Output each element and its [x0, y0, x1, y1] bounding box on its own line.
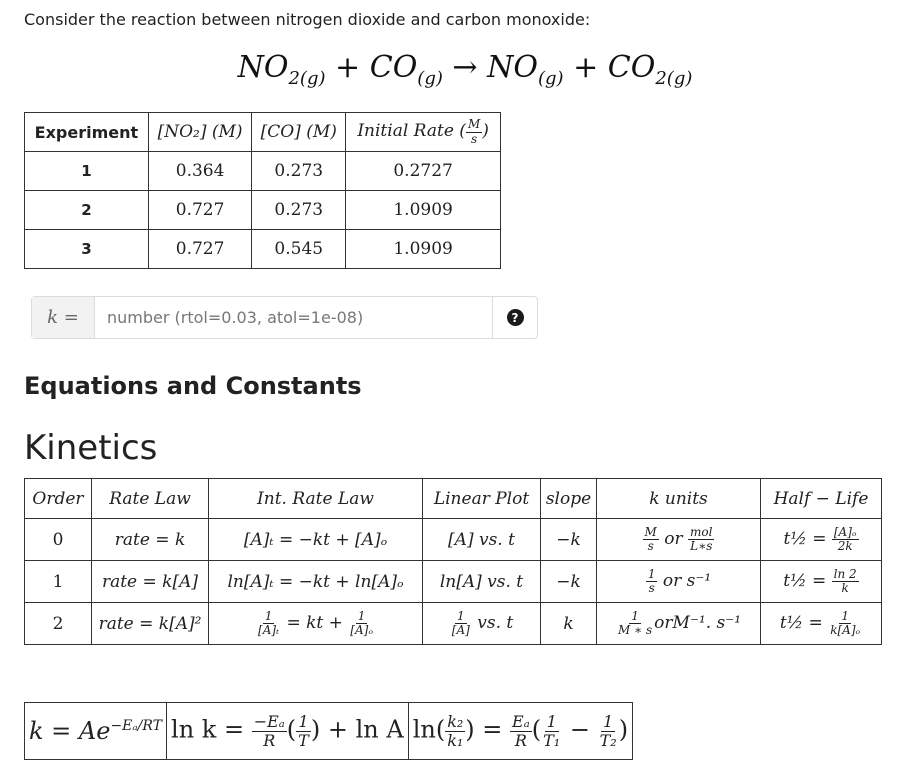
plus-sign: + [573, 50, 599, 85]
cell-co: 0.545 [252, 230, 346, 269]
header-order: Order [25, 479, 92, 519]
intro-text: Consider the reaction between nitrogen dioxide and carbon monoxide: [24, 10, 591, 29]
cell-rate: 0.2727 [346, 152, 501, 191]
cell-co: 0.273 [252, 152, 346, 191]
header-k-units: k units [597, 479, 761, 519]
section-title-kinetics: Kinetics [24, 428, 158, 468]
header-experiment: Experiment [25, 113, 149, 152]
header-rate: Initial Rate ( $\frac{M}{s}$ ) [346, 113, 501, 152]
table-row [25, 230, 501, 269]
table-row [25, 561, 882, 603]
product-no: $NO_{(g)}$ [487, 50, 564, 89]
cell-k-units: $\frac{M}{s}$ or $\frac{\text{mol}}{L∗s}$ [597, 519, 761, 561]
cell-co: 0.273 [252, 191, 346, 230]
header-int-rate-law: Int. Rate Law [209, 479, 423, 519]
table-row [25, 152, 501, 191]
cell-experiment: 1 [25, 152, 149, 191]
reaction-equation [0, 50, 900, 89]
table-row [25, 603, 882, 645]
table-row [25, 519, 882, 561]
product-co2: $CO_{2(g)}$ [607, 50, 693, 89]
cell-linear-plot: [A] vs. t [423, 519, 541, 561]
table-header-row [25, 113, 501, 152]
two-point-equation: ln( $\frac{\text{k₂}}{\text{k₁}}$ ) = $\frac{\text{Eₐ}}{R}$ ( $\frac{1}{\text{T₁}}$ − $\frac{1}{\text{T₂}}$ ) [408, 703, 632, 760]
cell-slope: k [541, 603, 597, 645]
cell-half-life: t½ = $\frac{\ln 2}{k}$ [761, 561, 882, 603]
header-linear-plot: Linear Plot [423, 479, 541, 519]
cell-order: 0 [25, 519, 92, 561]
plus-sign: + [335, 50, 361, 85]
ln-k-equation: ln k = $\frac{\text{−Eₐ}}{R}$ ( $\frac{1}{T}$ ) + ln A [167, 703, 409, 760]
help-button[interactable] [492, 297, 537, 338]
cell-no2: 0.727 [148, 230, 251, 269]
cell-half-life: t½ = $\frac{1}{\text{k[A]ₒ}}$ [761, 603, 882, 645]
cell-rate-law: rate = k[A] [92, 561, 209, 603]
cell-k-units: $\frac{1}{s}$ or s⁻¹ [597, 561, 761, 603]
k-answer-input[interactable] [95, 297, 492, 338]
cell-k-units: $\frac{1}{M ∗ s}$ orM⁻¹. s⁻¹ [597, 603, 761, 645]
cell-linear-plot: ln[A] vs. t [423, 561, 541, 603]
k-label: k = [32, 297, 95, 338]
header-half-life: Half − Life [761, 479, 882, 519]
cell-half-life: t½ = $\frac{\text{[A]ₒ}}{2k}$ [761, 519, 882, 561]
answer-field-group [31, 296, 538, 339]
header-slope: slope [541, 479, 597, 519]
cell-slope: −k [541, 561, 597, 603]
arrhenius-equation: $k = Ae^{-E_a/RT}$ [25, 703, 167, 760]
reactant-co: $CO_{(g)}$ [369, 50, 443, 89]
cell-int-rate-law: ln[A]ₜ = −kt + ln[A]ₒ [209, 561, 423, 603]
cell-int-rate-law: [A]ₜ = −kt + [A]ₒ [209, 519, 423, 561]
cell-rate: 1.0909 [346, 230, 501, 269]
cell-experiment: 2 [25, 191, 149, 230]
reaction-arrow: → [452, 50, 478, 85]
cell-rate-law: rate = k [92, 519, 209, 561]
cell-int-rate-law: $\frac{1}{\text{[A]ₜ}}$ = kt + $\frac{1}{\text{[A]ₒ}}$ [209, 603, 423, 645]
header-co: [CO] (M) [252, 113, 346, 152]
cell-rate: 1.0909 [346, 191, 501, 230]
header-rate-law: Rate Law [92, 479, 209, 519]
cell-linear-plot: $\frac{1}{[A]}$ vs. t [423, 603, 541, 645]
constants-table [24, 702, 633, 760]
table-header-row [25, 479, 882, 519]
question-icon: ? [507, 309, 524, 326]
table-row [25, 703, 633, 760]
cell-order: 2 [25, 603, 92, 645]
cell-rate-law: rate = k[A]² [92, 603, 209, 645]
cell-no2: 0.364 [148, 152, 251, 191]
experiment-table [24, 112, 501, 269]
section-title-equations: Equations and Constants [24, 372, 362, 400]
cell-order: 1 [25, 561, 92, 603]
reactant-no2: $NO_{2(g)}$ [237, 50, 326, 89]
cell-no2: 0.727 [148, 191, 251, 230]
cell-slope: −k [541, 519, 597, 561]
header-no2: [NO₂] (M) [148, 113, 251, 152]
cell-experiment: 3 [25, 230, 149, 269]
kinetics-table [24, 478, 882, 645]
table-row [25, 191, 501, 230]
